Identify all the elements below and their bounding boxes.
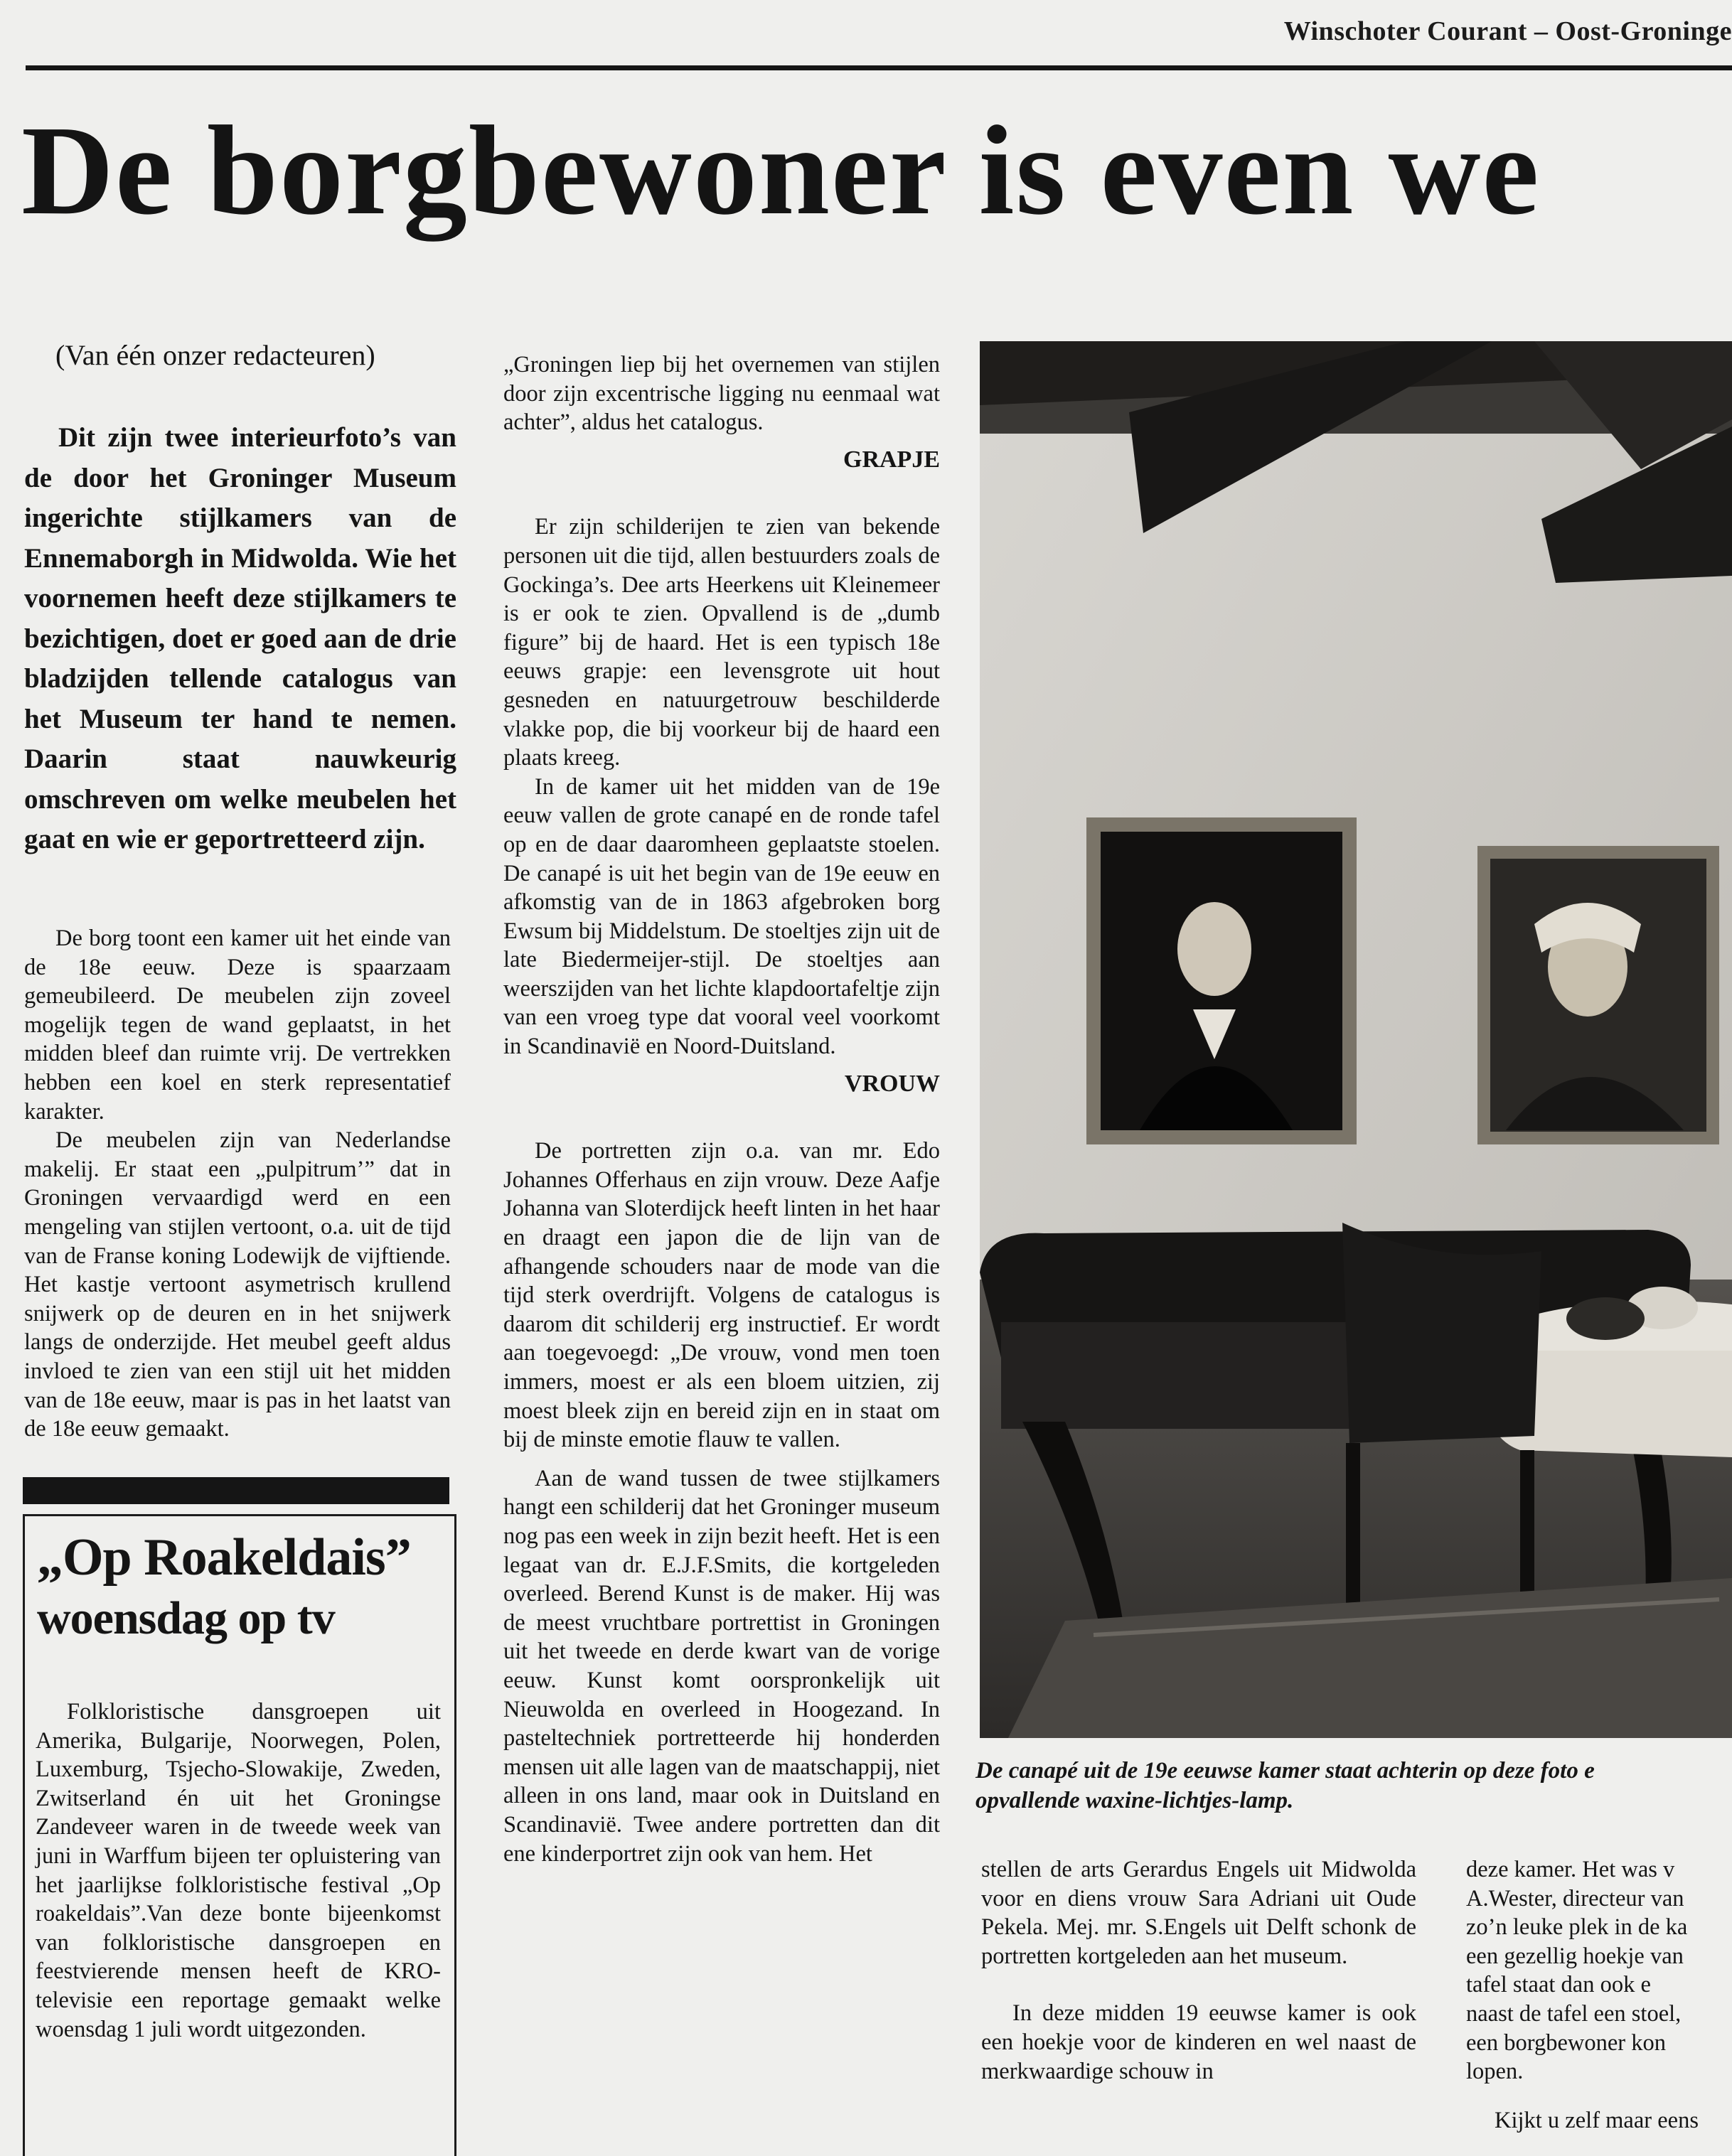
interior-photo-illustration bbox=[980, 341, 1732, 1738]
col1-paragraph-1: De borg toont een kamer uit het einde van de 18e eeuw. Deze is spaarzaam gemeubileerd. De meubelen zijn zoveel mogelijk tegen de wand geplaatst, in het midden bleef dan ruimte vrij. De vertrekken hebben een koel en sterk representatief karakter. bbox=[24, 926, 451, 1125]
tv-notice-title-line2: woensdag op tv bbox=[37, 1592, 335, 1644]
col2-paragraph-1: „Groningen liep bij het overnemen van stijlen door zijn excentrische ligging nu eenmaal wat achter”, aldus het catalogus. bbox=[503, 352, 940, 436]
column-3 bbox=[981, 1855, 1416, 2086]
col2-paragraph-4: De portretten zijn o.a. van mr. Edo Johannes Offerhaus en zijn vrouw. Deze Aafje Johanna van Sloterdijck heeft linten in het haar en draagt een japon die de lijn van de afhangende schouders naar de mode van die tijd sterk overdrijft. Volgens de catalogus is daarom dit schilderij erg instructief. Er wordt aan toegevoegd: „De vrouw, vond men toen immers, moest er als een bloem uitzien, zij moest bleek zijn en bereid zijn en in staat om bij de minste emotie flauw te vallen. bbox=[503, 1138, 940, 1453]
col1-paragraph-2: De meubelen zijn van Nederlandse makelij. Er staat een „pulpitrum’” dat in Groningen vervaardigd werd en een mengeling van stijlen vertoont, o.a. uit de tijd van de Franse koning Lodewijk de vijftiende. Het kastje vertoont asymetrisch krullend snijwerk op de deuren en in het snijwerk langs de onderzijde. Het meubel geeft aldus invloed te zien van een stijl uit het midden van de 18e eeuw, maar is pas in het laatst van de 18e eeuw gemaakt. bbox=[24, 1127, 451, 1442]
col4-line: A.Wester, directeur van bbox=[1466, 1885, 1684, 1911]
col4-last-line: Kijkt u zelf maar eens bbox=[1495, 2107, 1699, 2133]
headline: De borgbewoner is even we bbox=[21, 100, 1541, 241]
intro-paragraph bbox=[24, 418, 456, 860]
col4-line: zo’n leuke plek in de ka bbox=[1466, 1914, 1688, 1941]
col4-line: tafel staat dan ook e bbox=[1466, 1972, 1651, 1998]
col4-line: deze kamer. Het was v bbox=[1466, 1857, 1675, 1882]
byline: (Van één onzer redacteuren) bbox=[55, 339, 375, 371]
photo-caption-line1: De canapé uit de 19e eeuwse kamer staat achterin op deze foto e bbox=[975, 1758, 1595, 1784]
col2-paragraph-5: Aan de wand tussen de twee stijlkamers hangt een schilderij dat het Groninger museum nog pas een week in zijn bezit heeft. Het is een legaat van dr. E.J.F.Smits, die kortgeleden overleed. Berend Kunst is de maker. Hij was de meest vruchtbare portrettist in Groningen uit het tweede en derde kwart van de vorige eeuw. Kunst komt oorspronkelijk uit Nieuwolda en overleed in Hoogezand. In pasteltechniek portretteerde hij honderden mensen uit alle lagen van de maatschappij, niet alleen in ons land, maar ook in Duitsland en Scandinavië. Twee andere portretten dan dit ene kinderportret zijn ook van hem. Het bbox=[503, 1465, 940, 1867]
col3-paragraph-1: stellen de arts Gerardus Engels uit Midwolda voor en diens vrouw Sara Adriani uit Oude Pekela. Mej. mr. S.Engels uit Delft schonk de portretten kortgeleden aan het museum. bbox=[981, 1857, 1416, 1969]
photo-caption bbox=[975, 1756, 1732, 1816]
tv-notice-title bbox=[37, 1527, 411, 1649]
intro-text: Dit zijn twee interieurfoto’s van de door het Groninger Museum ingerichte stijlkamers van de Ennemaborgh in Midwolda. Wie het voornemen heeft deze stijlkamers te bezichtigen, doet er goed aan de drie bladzijden tellende catalogus van het Museum ter hand te nemen. Daarin staat nauwkeurig omschreven om welke meubelen het gaat en wie er geportretteerd zijn. bbox=[24, 422, 456, 854]
col4-line: naast de tafel een stoel, bbox=[1466, 2000, 1682, 2027]
column-4 bbox=[1466, 1855, 1732, 2135]
masthead-rule bbox=[26, 65, 1732, 70]
tv-notice-body bbox=[36, 1698, 441, 2044]
column-2 bbox=[503, 350, 940, 1868]
interior-photo bbox=[980, 341, 1732, 1738]
tv-notice-title-line1: „Op Roakeldais” bbox=[37, 1528, 411, 1587]
col4-line: lopen. bbox=[1466, 2059, 1524, 2085]
col2-paragraph-3: In de kamer uit het midden van de 19e eeuw vallen de grote canapé en de ronde tafel op en de daar daaromheen geplaatste stoelen. De canapé is uit het begin van de 19e eeuw en afkomstig van de in 1863 afgebroken borg Ewsum bij Middelstum. De stoeltjes zijn uit de late Biedermeijer-stijl. De stoeltjes aan weerszijden van het lichte klapdoortafeltje zijn van een vroeg type dat vooral veel voorkomt in Scandinavië en Noord-Duitsland. bbox=[503, 773, 940, 1060]
box-top-bar bbox=[23, 1477, 449, 1504]
col4-line: een gezellig hoekje van bbox=[1466, 1943, 1684, 1969]
masthead: Winschoter Courant – Oost-Groninge bbox=[1283, 16, 1732, 46]
tv-notice-text: Folkloristische dansgroepen uit Amerika, Bulgarije, Noorwegen, Polen, Luxemburg, Tsjecho-Slowakije, Zweden, Zwitserland én uit het Groningse Zandeveer waren in de tweede week van juni in Warffum bijeen ter opluistering van het jaarlijkse folkloristische festival „Op roakeldais”.Van deze bonte bijeenkomst van folkloristische dansgroepen en feestvierende mensen heeft de KRO-televisie een reportage gemaakt welke woensdag 1 juli wordt uitgezonden. bbox=[36, 1699, 441, 2042]
col2-paragraph-2: Er zijn schilderijen te zien van bekende personen uit die tijd, allen bestuurders zoals de Gockinga’s. Dee arts Heerkens uit Kleinemeer is er ook te zien. Opvallend is de „dumb figure” bij de haard. Het is een typisch 18e eeuws grapje: een levensgrote uit hout gesneden en natuurgetrouw beschilderde vlakke pop, die bij voorkeur bij de haard een plaats kreeg. bbox=[503, 514, 940, 771]
column-1 bbox=[24, 924, 451, 1444]
col3-paragraph-2: In deze midden 19 eeuwse kamer is ook een hoekje voor de kinderen en wel naast de merkwaardige schouw in bbox=[981, 2000, 1416, 2084]
subheading-grapje: GRAPJE bbox=[843, 446, 940, 473]
col4-line: een borgbewoner kon bbox=[1466, 2029, 1666, 2056]
subheading-vrouw: VROUW bbox=[844, 1070, 940, 1097]
photo-caption-line2: opvallende waxine-lichtjes-lamp. bbox=[975, 1788, 1294, 1813]
